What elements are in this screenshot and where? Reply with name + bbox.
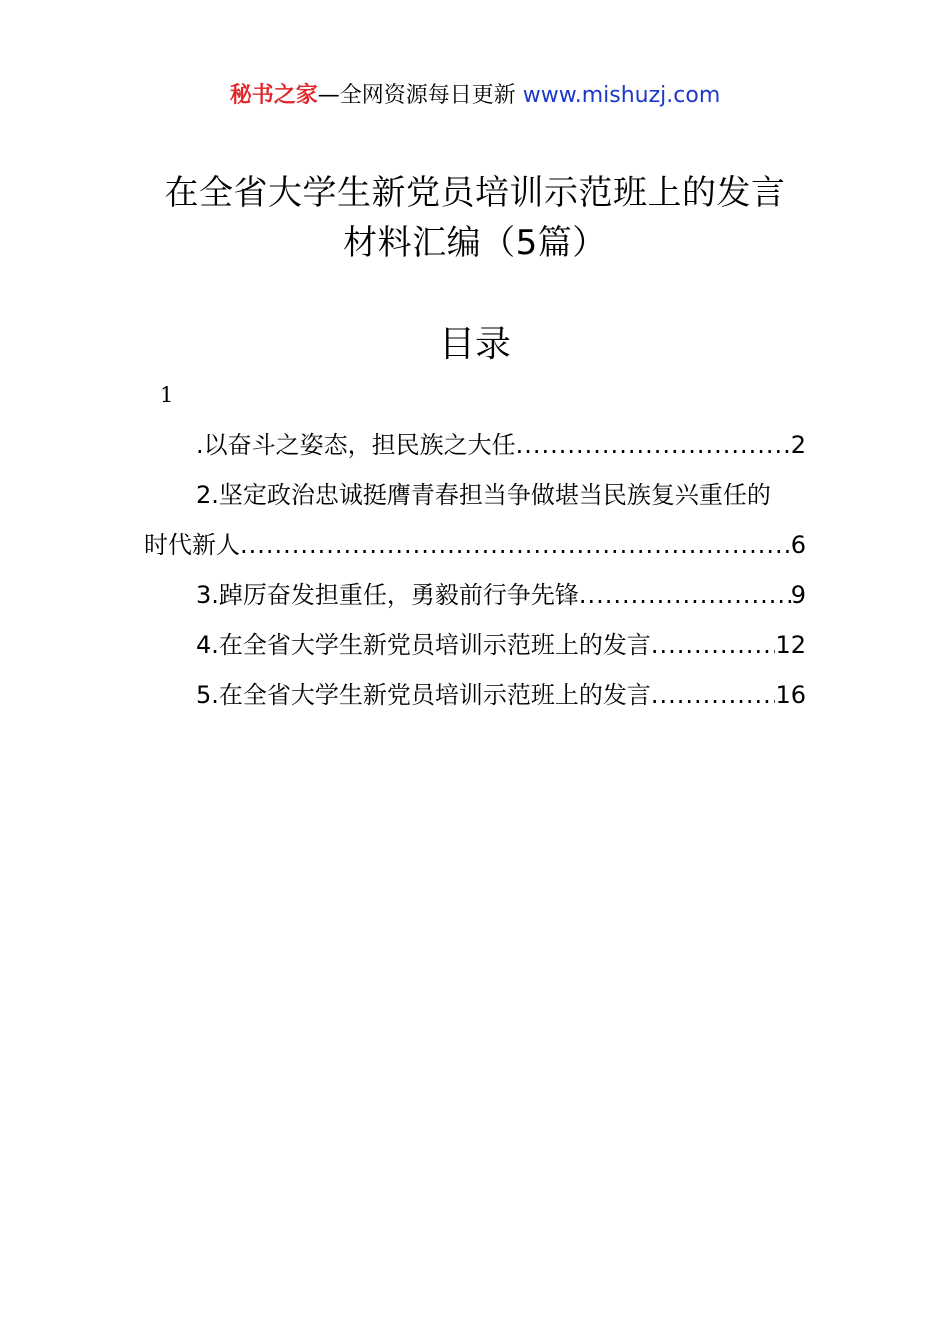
- toc-entry-page: 6: [790, 531, 806, 559]
- toc-leader-dots: [651, 670, 776, 720]
- toc-entry-3[interactable]: [144, 570, 806, 620]
- toc-entry-text: 5.在全省大学生新党员培训示范班上的发言: [196, 681, 651, 709]
- toc-entry-text: 时代新人: [144, 531, 240, 559]
- toc-entry-1[interactable]: [144, 420, 806, 470]
- toc-entry-text: .以奋斗之姿态，担民族之大任: [196, 431, 516, 459]
- stray-number: 1: [160, 383, 174, 407]
- document-title: [140, 168, 810, 268]
- toc-entry-page: 16: [775, 681, 806, 709]
- toc-entry-text: 3.踔厉奋发担重任，勇毅前行争先锋: [196, 581, 579, 609]
- toc-entry-2-line-1[interactable]: [144, 470, 806, 520]
- toc-entry-5[interactable]: [144, 670, 806, 720]
- toc-entry-text: 2.坚定政治忠诚挺膺青春担当争做堪当民族复兴重任的: [196, 481, 771, 509]
- toc-entry-4[interactable]: [144, 620, 806, 670]
- toc-leader-dots: [579, 570, 791, 620]
- toc-leader-dots: [651, 620, 776, 670]
- toc-heading: 目录: [438, 324, 511, 365]
- site-header: [0, 80, 950, 112]
- title-line-2: 材料汇编（5篇）: [343, 223, 607, 263]
- toc-entry-page: 9: [790, 581, 806, 609]
- title-line-1: 在全省大学生新党员培训示范班上的发言: [164, 173, 786, 213]
- toc-leader-dots: [240, 520, 791, 570]
- toc-entry-text: 4.在全省大学生新党员培训示范班上的发言: [196, 631, 651, 659]
- site-url-link[interactable]: www.mishuzj.com: [522, 83, 721, 108]
- header-tagline: —全网资源每日更新: [317, 83, 516, 108]
- toc-leader-dots: [516, 420, 791, 470]
- toc-entry-2-line-2[interactable]: [144, 520, 806, 570]
- toc-entry-page: 12: [775, 631, 806, 659]
- table-of-contents: [144, 420, 806, 720]
- toc-entry-page: 2: [790, 431, 806, 459]
- brand-name: 秘书之家: [229, 83, 318, 108]
